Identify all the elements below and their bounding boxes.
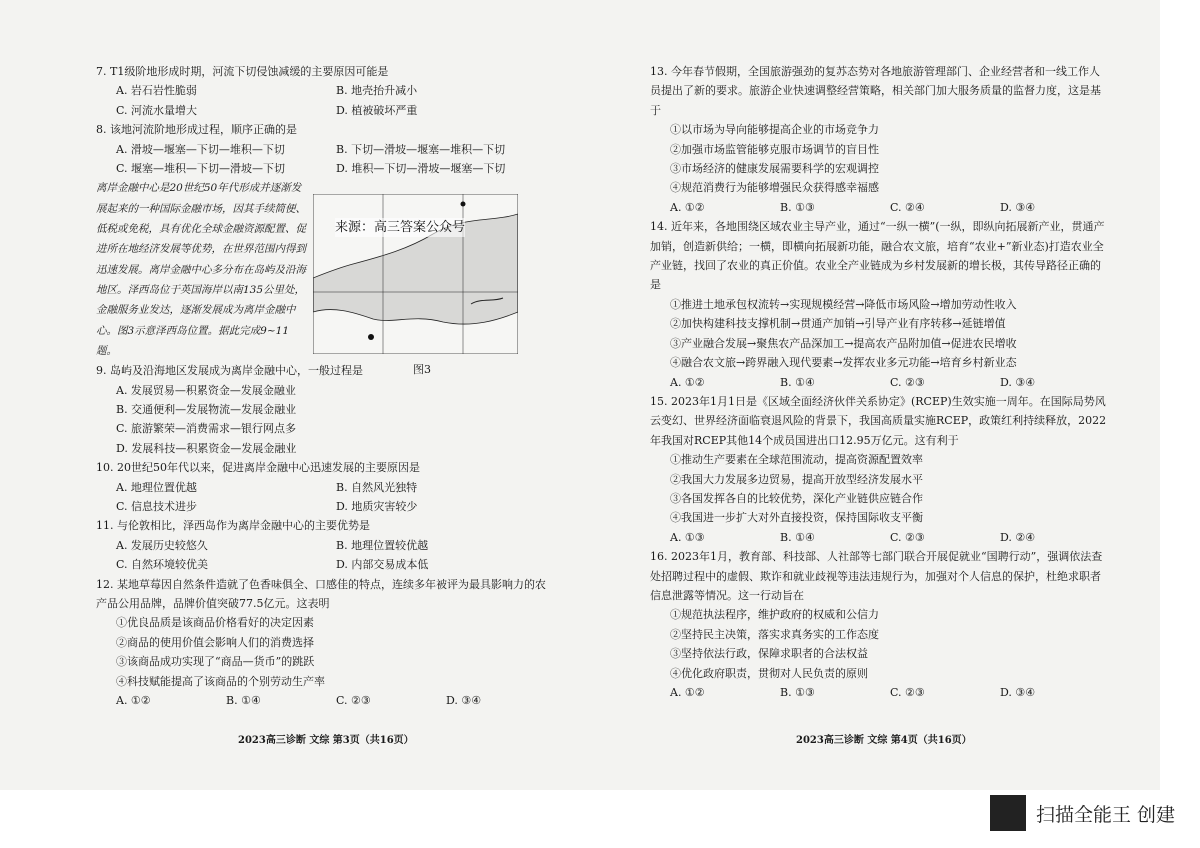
question-9: 9. 岛屿及沿海地区发展成为离岸金融中心，一般过程是 <box>96 364 363 378</box>
figure-caption: 图3 <box>413 363 431 376</box>
question-7: 7. T1级阶地形成时期，河流下切侵蚀减缓的主要原因可能是 <box>96 65 389 78</box>
left-page <box>96 62 556 710</box>
page-footer-right: 2023高三诊断 文综 第4页（共16页） <box>796 735 972 746</box>
page-footer-left: 2023高三诊断 文综 第3页（共16页） <box>238 735 414 746</box>
question-16-options: A. ①② B. ①③ C. ②③ D. ③④ <box>670 686 1036 699</box>
question-15-statements: ①推动生产要素在全球范围流动，提高资源配置效率 ②我国大力发展多边贸易，提高开放型经济发展水平 ③各国发挥各自的比较优势，深化产业链供应链合作 ④我国进一步扩大对外直接投资，保持国际收支平衡 <box>670 453 923 525</box>
question-10: 10. 20世纪50年代以来，促进离岸金融中心迅速发展的主要原因是 <box>96 461 420 475</box>
question-12-options: A. ①② B. ①④ C. ②③ D. ③④ <box>116 694 482 708</box>
question-15: 15. 2023年1月1日是《区域全面经济伙伴关系协定》(RCEP)生效实施一周年。在国际局势风云变幻、世界经济面临衰退风险的背景下，我国高质量实施RCEP，政策红利持续释放，2022年我国对RCEP其他14个成员国进出口12.95万亿元。这有利于 <box>650 394 1107 447</box>
question-8: 8. 该地河流阶地形成过程，顺序正确的是 <box>96 123 297 137</box>
question-15-options: A. ①③ B. ①④ C. ②③ D. ②④ <box>670 530 1036 544</box>
question-14-options: A. ①② B. ①④ C. ②③ D. ③④ <box>670 375 1036 389</box>
question-14: 14. 近年来，各地围绕区域农业主导产业，通过“一纵一横”(一纵，即纵向拓展新产业，贯通产加销，创造新供给；一横，即横向拓展新功能，融合农文旅，培育“农业+”新业态)打造农业全产业链，找回了农业的真正价值。农业全产业链成为乡村发展新的增长极，其传导路径正确的是 <box>650 220 1105 292</box>
right-page <box>650 62 1110 702</box>
question-11-options: A. 发展历史较悠久 B. 地理位置较优越 C. 自然环境较优美 D. 内部交易成本低 <box>116 538 429 572</box>
question-14-statements: ①推进土地承包权流转→实现规模经营→降低市场风险→增加劳动性收入 ②加快构建科技支撑机制→贯通产加销→引导产业有序转移→延链增值 ③产业融合发展→聚焦农产品深加工→提高农产品附加值→促进农民增收 ④融合农文旅→跨界融入现代要素→发挥农业多元功能→培育乡村新业态 <box>670 297 1017 370</box>
question-9-options: A. 发展贸易—积累资金—发展金融业 B. 交通便利—发展物流—发展金融业 C. 旅游繁荣—消费需求—银行网点多 D. 发展科技—积累资金—发展金融业 <box>116 383 297 455</box>
reading-passage: 离岸金融中心是20世纪50年代形成并逐渐发展起来的一种国际金融市场，因其手续简便、低税或免税，具有优化全球金融资源配置、促进所在地经济发展等优势，在世界范围内得到迅速发展。离岸金融中心多分布在岛屿及沿海地区。泽西岛位于英国海岸以南135公里处，金融服务业发达，逐渐发展成为离岸金融中心。图3示意泽西岛位置。据此完成9~11题。 <box>96 182 306 357</box>
figure-3-map <box>313 194 518 376</box>
question-10-options: A. 地理位置优越 B. 自然风光独特 C. 信息技术进步 D. 地质灾害较少 <box>116 480 418 513</box>
question-11: 11. 与伦敦相比，泽西岛作为离岸金融中心的主要优势是 <box>96 519 370 533</box>
scanner-branding <box>990 795 1175 831</box>
watermark: 来源：高三答案公众号 <box>335 218 465 237</box>
question-16: 16. 2023年1月，教育部、科技部、人社部等七部门联合开展促就业“国聘行动”，强调依法查处招聘过程中的虚假、欺诈和就业歧视等违法违规行为，加强对个人信息的保护，杜绝求职者信息泄露等情况。这一行动旨在 <box>650 550 1103 602</box>
question-7-options: A. 岩石岩性脆弱 B. 地壳抬升减小 C. 河流水量增大 D. 植被破坏严重 <box>116 84 418 117</box>
scanner-app-name: 扫描全能王 创建 <box>1036 803 1176 826</box>
question-13: 13. 今年春节假期，全国旅游强劲的复苏态势对各地旅游管理部门、企业经营者和一线工作人员提出了新的要求。旅游企业快速调整经营策略，相关部门加大服务质量的监督力度，这是基于 <box>650 65 1101 117</box>
question-12: 12. 某地草莓因自然条件造就了色香味俱全、口感佳的特点，连续多年被评为最具影响力的农产品公用品牌，品牌价值突破77.5亿元。这表明 <box>96 577 546 610</box>
question-13-statements: ①以市场为导向能够提高企业的市场竞争力 ②加强市场监管能够克服市场调节的盲目性 ③市场经济的健康发展需要科学的宏观调控 ④规范消费行为能够增强民众获得感幸福感 <box>670 123 879 195</box>
question-16-statements: ①规范执法程序，维护政府的权威和公信力 ②坚持民主决策，落实求真务实的工作态度 ③坚持依法行政，保障求职者的合法权益 ④优化政府职责，贯彻对人民负责的原则 <box>670 608 879 680</box>
question-8-options: A. 滑坡—堰塞—下切—堆积—下切 B. 下切—滑坡—堰塞—堆积—下切 C. 堰塞—堆积—下切—滑坡—下切 D. 堆积—下切—滑坡—堰塞—下切 <box>116 142 506 176</box>
question-13-options: A. ①② B. ①③ C. ②④ D. ③④ <box>670 200 1036 214</box>
qr-code-icon <box>990 795 1026 831</box>
question-12-statements: ①优良品质是该商品价格看好的决定因素 ②商品的使用价值会影响人们的消费选择 ③该商品成功实现了“商品—货币”的跳跃 ④科技赋能提高了该商品的个别劳动生产率 <box>116 616 325 688</box>
